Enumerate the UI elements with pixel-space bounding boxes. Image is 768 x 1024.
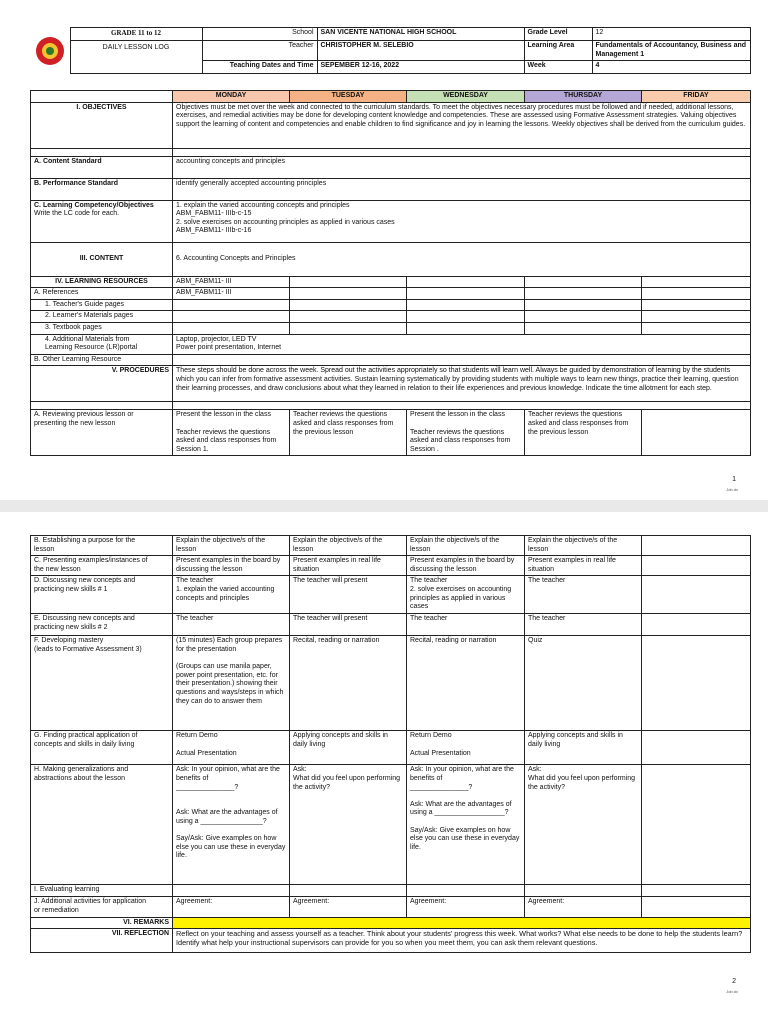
- lesson-table-page2: [30, 535, 751, 953]
- procedure-row: [31, 765, 751, 885]
- row-label: B. Establishing a purpose for the lesson: [31, 536, 173, 556]
- row-cell-tuesday: Present examples in real life situation: [290, 556, 407, 576]
- procedure-row: [31, 636, 751, 731]
- procedure-row: [31, 731, 751, 765]
- row-cell-thursday: [525, 885, 642, 897]
- school-label: School: [202, 28, 317, 41]
- row-cell-wednesday: Recital, reading or narration: [407, 636, 525, 731]
- row-label: A. Reviewing previous lesson or presenting the new lesson: [31, 410, 173, 456]
- row-cell-monday: The teacher: [173, 614, 290, 636]
- page-footer-2: Job.dv: [726, 989, 738, 994]
- procedure-row: [31, 536, 751, 556]
- row-cell-tuesday: Ask: What did you feel upon performing the activity?: [290, 765, 407, 885]
- row-cell-wednesday: Agreement:: [407, 897, 525, 917]
- row-cell-thursday: Present examples in real life situation: [525, 556, 642, 576]
- performance-standard-label: B. Performance Standard: [31, 178, 173, 200]
- lesson-table-page1: [30, 90, 751, 456]
- dll-title: DAILY LESSON LOG: [70, 41, 202, 74]
- other-resources-label: B. Other Learning Resource: [31, 354, 173, 366]
- row-cell-wednesday: Present examples in the board by discussing the lesson: [407, 556, 525, 576]
- row-cell-wednesday: Present the lesson in the class Teacher reviews the questions asked and class responses from Session .: [407, 410, 525, 456]
- week-value: 4: [592, 61, 750, 74]
- row-cell-monday: The teacher 1. explain the varied accounting concepts and principles: [173, 576, 290, 614]
- row-reviewing: [31, 410, 751, 456]
- learning-area-label: Learning Area: [524, 41, 592, 61]
- row-cell-wednesday: Ask: In your opinion, what are the benefits of _______________? Ask: What are the advantages of using a __________________? Say/Ask: Give examples on how else you can use these in everyday life.: [407, 765, 525, 885]
- row-cell-monday: Return Demo Actual Presentation: [173, 731, 290, 765]
- lm-label: 2. Learner's Materials pages: [31, 311, 173, 323]
- row-cell-thursday: Applying concepts and skills in daily living: [525, 731, 642, 765]
- row-cell-friday: [642, 765, 751, 885]
- row-cell-monday: Present the lesson in the class Teacher reviews the questions asked and class responses from Session 1.: [173, 410, 290, 456]
- row-cell-thursday: Quiz: [525, 636, 642, 731]
- page-number-2: 2: [732, 978, 736, 985]
- day-friday: FRIDAY: [642, 91, 751, 103]
- school-value: SAN VICENTE NATIONAL HIGH SCHOOL: [317, 28, 524, 41]
- dates-value: SEPEMBER 12-16, 2022: [317, 61, 524, 74]
- row-cell-tuesday: [290, 885, 407, 897]
- content-standard-value: accounting concepts and principles: [173, 156, 751, 178]
- learning-area-value: Fundamentals of Accountancy, Business and Management 1: [592, 41, 750, 61]
- row-cell-tuesday: Agreement:: [290, 897, 407, 917]
- week-label: Week: [524, 61, 592, 74]
- grade-level-label: Grade Level: [524, 28, 592, 41]
- row-label: D. Discussing new concepts and practicing new skills # 1: [31, 576, 173, 614]
- procedures-text: These steps should be done across the week. Spread out the activities appropriately so that students will learn well. Always be guided by demonstration of learning by the students which you can infer from formative assessment activities. Sustain learning systematically by providing students with multiple ways to learn new things, practice their learning, question their learning processes, and draw conclusions about what they learned in relation to their life experiences and previous knowledge. Indicate the time allotment for each step.: [173, 366, 751, 402]
- row-cell-tuesday: The teacher will present: [290, 576, 407, 614]
- row-cell-wednesday: Explain the objective/s of the lesson: [407, 536, 525, 556]
- competency-cell: [31, 200, 173, 242]
- procedure-row: [31, 556, 751, 576]
- content-value: 6. Accounting Concepts and Principles: [173, 242, 751, 276]
- row-label: E. Discussing new concepts and practicing new skills # 2: [31, 614, 173, 636]
- row-cell-tuesday: Teacher reviews the questions asked and class responses from the previous lesson: [290, 410, 407, 456]
- dates-label: Teaching Dates and Time: [202, 61, 317, 74]
- remarks-label: VI. REMARKS: [31, 917, 173, 929]
- reflection-label: VII. REFLECTION: [31, 929, 173, 953]
- competency-sub: Write the LC code for each.: [34, 210, 120, 218]
- day-tuesday: TUESDAY: [290, 91, 407, 103]
- row-cell-thursday: The teacher: [525, 614, 642, 636]
- am-label: 4. Additional Materials from Learning Resource (LR)portal: [31, 334, 173, 354]
- row-cell-thursday: The teacher: [525, 576, 642, 614]
- procedure-row: [31, 885, 751, 897]
- procedures-label: V. PROCEDURES: [31, 366, 173, 402]
- resources-label: IV. LEARNING RESOURCES: [31, 276, 173, 288]
- row-cell-friday: [642, 410, 751, 456]
- row-cell-tuesday: Applying concepts and skills in daily living: [290, 731, 407, 765]
- procedure-row: [31, 614, 751, 636]
- seal-icon: [36, 37, 64, 65]
- references-value: ABM_FABM11- III: [173, 288, 290, 300]
- row-cell-wednesday: Return Demo Actual Presentation: [407, 731, 525, 765]
- am-value: Laptop, projector, LED TV Power point presentation, Internet: [173, 334, 751, 354]
- row-cell-thursday: Ask: What did you feel upon performing the activity?: [525, 765, 642, 885]
- row-label: I. Evaluating learning: [31, 885, 173, 897]
- row-cell-friday: [642, 614, 751, 636]
- row-cell-friday: [642, 885, 751, 897]
- teacher-label: Teacher: [202, 41, 317, 61]
- row-cell-friday: [642, 636, 751, 731]
- row-cell-wednesday: [407, 885, 525, 897]
- teacher-value: CHRISTOPHER M. SELEBIO: [317, 41, 524, 61]
- content-standard-label: A. Content Standard: [31, 156, 173, 178]
- row-cell-wednesday: The teacher 2. solve exercises on accounting principles as applied in various cases: [407, 576, 525, 614]
- page-footer-1: Job.dv: [726, 487, 738, 492]
- row-cell-monday: (15 minutes) Each group prepares for the presentation (Groups can use manila paper, power point presentation, etc. for their presentation.) showing their questions and ways/steps in which they can do to answer them: [173, 636, 290, 731]
- day-header-row: [31, 91, 751, 103]
- row-cell-thursday: Explain the objective/s of the lesson: [525, 536, 642, 556]
- objectives-label: I. OBJECTIVES: [31, 102, 173, 148]
- row-cell-thursday: Teacher reviews the questions asked and class responses from the previous lesson: [525, 410, 642, 456]
- performance-standard-value: identify generally accepted accounting principles: [173, 178, 751, 200]
- row-label: C. Presenting examples/instances of the new lesson: [31, 556, 173, 576]
- row-cell-tuesday: Recital, reading or narration: [290, 636, 407, 731]
- row-label: J. Additional activities for application or remediation: [31, 897, 173, 917]
- objectives-text: Objectives must be met over the week and connected to the curriculum standards. To meet the objectives necessary procedures must be followed and if needed, additional lessons, exercises, and remedial activities may be done for developing content knowledge and competencies. These are assessed using Formative Assessment strategies. Valuing objectives support the learning of content and competencies and enable children to find significance and joy in learning the lessons. Weekly objectives shall be derived from the curriculum guides.: [173, 102, 751, 148]
- resources-value: ABM_FABM11- III: [173, 276, 290, 288]
- row-label: G. Finding practical application of concepts and skills in daily living: [31, 731, 173, 765]
- day-thursday: THURSDAY: [525, 91, 642, 103]
- references-label: A. References: [31, 288, 173, 300]
- competency-label: C. Learning Competency/Objectives: [34, 201, 154, 209]
- row-cell-tuesday: Explain the objective/s of the lesson: [290, 536, 407, 556]
- procedure-row: [31, 897, 751, 917]
- row-label: H. Making generalizations and abstractions about the lesson: [31, 765, 173, 885]
- reflection-text: Reflect on your teaching and assess yourself as a teacher. Think about your students' progress this week. What works? What else needs to be done to help the students learn? Identify what help your instructional supervisors can provide for you so when you meet them, you can ask them relevant questions.: [173, 929, 751, 953]
- row-cell-monday: Ask: In your opinion, what are the benefits of _______________? Ask: What are the advantages of using a ________________? Say/Ask: Give examples on how else you can use these in everyday life.: [173, 765, 290, 885]
- grade-range: GRADE 11 to 12: [70, 28, 202, 41]
- row-cell-monday: Present examples in the board by discussing the lesson: [173, 556, 290, 576]
- row-cell-wednesday: The teacher: [407, 614, 525, 636]
- day-wednesday: WEDNESDAY: [407, 91, 525, 103]
- row-cell-thursday: Agreement:: [525, 897, 642, 917]
- row-cell-friday: [642, 897, 751, 917]
- row-cell-monday: Agreement:: [173, 897, 290, 917]
- row-cell-friday: [642, 556, 751, 576]
- row-cell-friday: [642, 576, 751, 614]
- row-label: F. Developing mastery (leads to Formative Assessment 3): [31, 636, 173, 731]
- content-label: III. CONTENT: [31, 242, 173, 276]
- row-cell-friday: [642, 536, 751, 556]
- grade-level-value: 12: [592, 28, 750, 41]
- page-1: [0, 0, 768, 500]
- row-cell-monday: [173, 885, 290, 897]
- day-monday: MONDAY: [173, 91, 290, 103]
- competency-value: 1. explain the varied accounting concepts and principles ABM_FABM11- IIIb-c-15 2. solve exercises on accounting principles as applied in various cases ABM_FABM11- IIIb-c-16: [173, 200, 751, 242]
- tb-label: 3. Textbook pages: [31, 322, 173, 334]
- remarks-value: [173, 917, 751, 929]
- row-cell-tuesday: The teacher will present: [290, 614, 407, 636]
- tg-label: 1. Teacher's Guide pages: [31, 299, 173, 311]
- page-number-1: 1: [732, 476, 736, 483]
- header-table: [30, 27, 751, 74]
- deped-logo: [30, 28, 70, 74]
- row-cell-friday: [642, 731, 751, 765]
- procedure-row: [31, 576, 751, 614]
- row-cell-monday: Explain the objective/s of the lesson: [173, 536, 290, 556]
